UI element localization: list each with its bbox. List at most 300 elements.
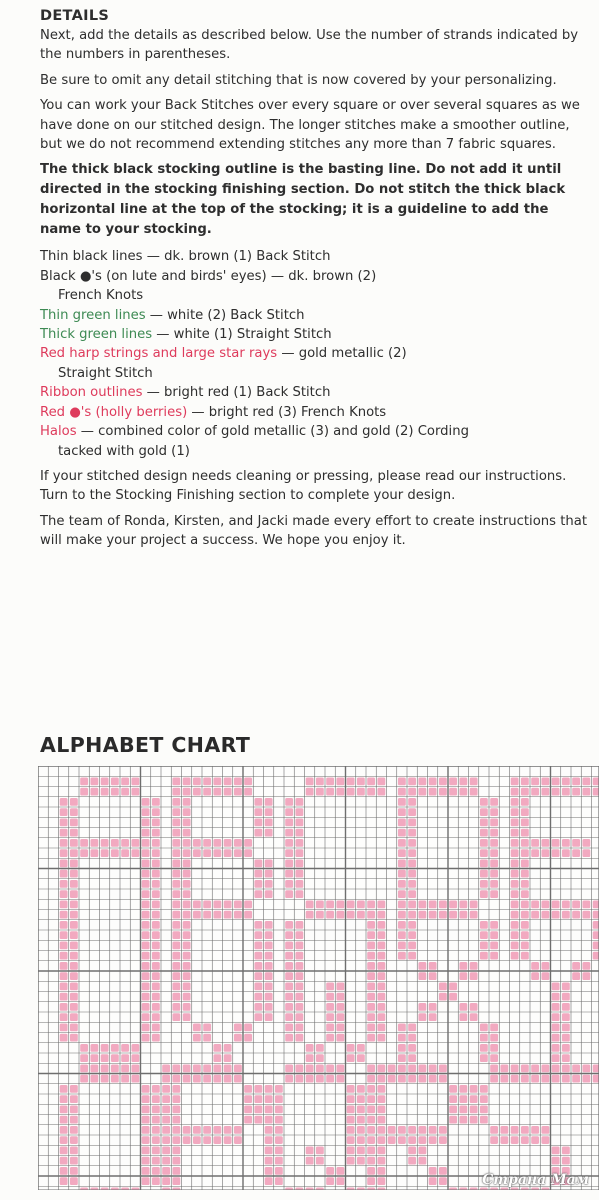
stitch-cell [285,952,293,960]
stitch-cell [316,777,324,785]
stitch-cell [60,962,68,970]
stitch-cell [377,1116,385,1124]
stitch-cell [336,1075,344,1083]
stitch-cell [131,839,139,847]
stitch-cell [152,921,160,929]
stitch-cell [398,1044,406,1052]
stitch-cell [213,839,221,847]
stitch-cell [244,1095,252,1103]
stitch-cell [459,1116,467,1124]
stitch-cell [60,859,68,867]
stitch-cell [244,788,252,796]
stitch-cell [408,1136,416,1144]
stitch-cell [377,1013,385,1021]
stitch-cell [531,900,539,908]
stitch-cell [60,900,68,908]
stitch-cell [285,1034,293,1042]
stitch-cell [480,1034,488,1042]
stitch-cell [70,921,78,929]
stitch-cell [70,941,78,949]
stitch-cell [367,1034,375,1042]
stitch-cell [357,1054,365,1062]
stitch-cell [172,788,180,796]
stitch-cell [511,941,519,949]
stitch-cell [377,788,385,796]
stitch-cell [572,777,580,785]
stitch-cell [377,1126,385,1134]
stitch-cell [60,870,68,878]
details-paragraph-5: If your stitched design needs cleaning or pressing, please read our instructions. Turn to the Stocking Finishing section to complete your design. [40,468,567,504]
stitch-cell [562,900,570,908]
stitch-cell [101,1064,109,1072]
stitch-cell [295,859,303,867]
stitch-cell [142,972,150,980]
stitch-cell [80,1054,88,1062]
stitch-cell [101,1044,109,1052]
stitch-cell [265,859,273,867]
stitch-cell [152,972,160,980]
stitch-cell [449,1116,457,1124]
stitch-cell [398,900,406,908]
stitch-cell [101,788,109,796]
stitch-cell [265,829,273,837]
stitch-cell [265,921,273,929]
stitch-cell [347,1085,355,1093]
stitch-cell [377,1085,385,1093]
stitch-cell [142,982,150,990]
stitch-cell [521,1136,529,1144]
stitch-cell [285,921,293,929]
stitch-cell [562,993,570,1001]
stitch-cell [265,880,273,888]
stitch-cell [60,993,68,1001]
stitch-cell [552,1157,560,1165]
stitch-cell [521,1064,529,1072]
stitch-cell [60,941,68,949]
stitch-cell [203,1064,211,1072]
stitch-cell [377,982,385,990]
stitch-cell [439,788,447,796]
stitch-cell [70,1126,78,1134]
stitch-cell [193,1034,201,1042]
stitch-cell [244,1116,252,1124]
stitch-cell [531,962,539,970]
stitch-cell [582,849,590,857]
details-section [40,6,588,557]
stitch-cell [377,911,385,919]
stitch-cell [60,1085,68,1093]
stitch-cell [111,1044,119,1052]
stitch-cell [90,1044,98,1052]
stitch-cell [224,1075,232,1083]
stitch-cell [254,1095,262,1103]
stitch-cell [213,900,221,908]
stitch-cell [552,849,560,857]
stitch-cell [541,900,549,908]
stitch-cell [439,1126,447,1134]
stitch-cell [347,1044,355,1052]
stitch-cell [111,1075,119,1083]
stitch-cell [562,849,570,857]
stitch-cell [480,921,488,929]
stitch-cell [70,952,78,960]
stitch-cell [398,870,406,878]
stitch-cell [152,1013,160,1021]
stitch-cell [377,1003,385,1011]
stitch-cell [336,1167,344,1175]
stitch-cell [336,982,344,990]
stitch-cell [60,921,68,929]
stitch-cell [377,1034,385,1042]
stitch-cell [582,900,590,908]
stitch-cell [593,921,599,929]
stitch-cell [470,1003,478,1011]
stitch-cell [224,1064,232,1072]
stitch-cell [80,1064,88,1072]
stitch-cell [398,788,406,796]
stitch-cell [336,1064,344,1072]
stitch-cell [295,982,303,990]
stitch-cell [213,1126,221,1134]
stitch-cell [388,1075,396,1083]
stitch-cell [265,972,273,980]
stitch-cell [552,777,560,785]
stitch-cell [295,808,303,816]
stitch-item-continued: French Knots [58,288,144,304]
stitch-cell [285,839,293,847]
stitch-cell [295,880,303,888]
stitch-cell [418,788,426,796]
stitch-cell [408,788,416,796]
stitch-cell [152,1177,160,1185]
stitch-cell [254,808,262,816]
stitch-cell [316,1054,324,1062]
stitch-cell [408,1064,416,1072]
stitch-cell [367,982,375,990]
stitch-cell [90,1054,98,1062]
stitch-cell [295,1003,303,1011]
stitch-cell [377,1146,385,1154]
stitch-cell [70,982,78,990]
stitch-cell [531,849,539,857]
stitch-cell [367,1177,375,1185]
stitch-cell [142,1034,150,1042]
stitch-cell [111,839,119,847]
stitch-cell [121,777,129,785]
stitch-cell [552,1044,560,1052]
stitch-cell [254,829,262,837]
stitch-cell [275,1136,283,1144]
stitch-cell [306,1075,314,1083]
stitch-cell [90,1064,98,1072]
stitch-cell [541,777,549,785]
stitch-cell [162,1105,170,1113]
stitch-cell [377,931,385,939]
stitch-cell [142,1003,150,1011]
stitch-cell [408,900,416,908]
stitch-cell [193,849,201,857]
stitch-cell [60,808,68,816]
stitch-cell [142,859,150,867]
stitch-cell [183,993,191,1001]
stitch-cell [152,818,160,826]
stitch-cell [398,1064,406,1072]
stitch-cell [224,900,232,908]
stitch-cell [60,1157,68,1165]
stitch-cell [398,1126,406,1134]
stitch-cell [418,1126,426,1134]
stitch-cell [521,839,529,847]
stitch-cell [449,1095,457,1103]
stitch-cell [336,1003,344,1011]
stitch-cell [326,788,334,796]
stitch-cell [429,1136,437,1144]
stitch-cell [111,1054,119,1062]
stitch-cell [562,1146,570,1154]
stitch-cell [367,941,375,949]
stitch-cell [265,993,273,1001]
stitch-cell [306,1157,314,1165]
stitch-cell [367,1075,375,1083]
stitch-cell [172,1126,180,1134]
stitch-cell [295,1075,303,1083]
stitch-cell [541,839,549,847]
stitch-cell [347,1126,355,1134]
stitch-cell [418,1003,426,1011]
stitch-cell [244,1023,252,1031]
stitch-cell [152,1157,160,1165]
stitch-cell [285,798,293,806]
stitch-cell [367,911,375,919]
stitch-cell [275,1167,283,1175]
stitch-cell [408,1034,416,1042]
stitch-cell [172,993,180,1001]
stitch-cell [459,972,467,980]
stitch-cell [326,982,334,990]
stitch-list [40,247,588,460]
stitch-cell [152,1003,160,1011]
stitch-cell [121,1054,129,1062]
stitch-cell [408,1075,416,1083]
stitch-cell [500,1126,508,1134]
stitch-cell [377,941,385,949]
stitch-cell [541,1064,549,1072]
stitch-cell [418,777,426,785]
stitch-cell [429,788,437,796]
stitch-cell [183,952,191,960]
stitch-cell [500,1064,508,1072]
stitch-cell [531,839,539,847]
stitch-cell [254,962,262,970]
stitch-cell [429,900,437,908]
stitch-cell [254,972,262,980]
stitch-item-label: Thin black lines [40,249,143,265]
stitch-cell [254,952,262,960]
stitch-cell [60,1146,68,1154]
stitch-cell [541,911,549,919]
stitch-cell [367,972,375,980]
stitch-cell [224,839,232,847]
stitch-cell [60,1034,68,1042]
stitch-cell [367,1116,375,1124]
stitch-cell [480,952,488,960]
stitch-cell [162,1136,170,1144]
stitch-cell [316,1044,324,1052]
stitch-cell [367,1085,375,1093]
stitch-cell [470,911,478,919]
stitch-cell [142,1085,150,1093]
stitch-cell [326,777,334,785]
stitch-cell [572,911,580,919]
stitch-cell [254,1013,262,1021]
stitch-cell [490,829,498,837]
stitch-cell [449,982,457,990]
stitch-cell [121,788,129,796]
alphabet-chart [38,766,599,1190]
stitch-cell [490,1075,498,1083]
stitch-cell [326,1013,334,1021]
stitch-cell [183,982,191,990]
stitch-item [40,247,588,266]
stitch-cell [316,1075,324,1083]
stitch-cell [234,849,242,857]
stitch-cell [70,849,78,857]
stitch-cell [377,1064,385,1072]
stitch-cell [234,1075,242,1083]
stitch-cell [347,1054,355,1062]
stitch-cell [142,921,150,929]
stitch-cell [285,993,293,1001]
stitch-cell [183,839,191,847]
details-paragraph-1: Next, add the details as described below. Use the number of strands indicated by the numbers in parentheses. [40,28,579,63]
stitch-cell [552,993,560,1001]
stitch-cell [244,839,252,847]
stitch-cell [213,849,221,857]
stitch-cell [213,1054,221,1062]
stitch-cell [152,911,160,919]
stitch-cell [193,1075,201,1083]
stitch-cell [172,1095,180,1103]
stitch-cell [316,911,324,919]
stitch-cell [152,849,160,857]
stitch-cell [152,931,160,939]
stitch-cell [367,1126,375,1134]
stitch-cell [203,1075,211,1083]
stitch-cell [490,931,498,939]
stitch-cell [593,1075,599,1083]
stitch-cell [90,777,98,785]
stitch-cell [60,1136,68,1144]
stitch-cell [521,808,529,816]
stitch-cell [213,788,221,796]
stitch-cell [562,1054,570,1062]
stitch-cell [295,1023,303,1031]
stitch-cell [377,1095,385,1103]
stitch-cell [480,839,488,847]
stitch-cell [347,1095,355,1103]
stitch-cell [439,1136,447,1144]
stitch-cell [398,931,406,939]
stitch-cell [265,1167,273,1175]
stitch-cell [439,993,447,1001]
stitch-cell [593,931,599,939]
stitch-cell [418,1146,426,1154]
stitch-cell [336,911,344,919]
stitch-cell [265,808,273,816]
stitch-cell [203,900,211,908]
stitch-cell [254,870,262,878]
stitch-cell [480,890,488,898]
stitch-cell [265,962,273,970]
stitch-cell [521,788,529,796]
stitch-cell [101,839,109,847]
stitch-cell [70,1095,78,1103]
stitch-cell [562,911,570,919]
stitch-cell [316,788,324,796]
stitch-cell [60,818,68,826]
stitch-cell [562,777,570,785]
stitch-cell [295,890,303,898]
stitch-cell [265,798,273,806]
stitch-cell [367,1023,375,1031]
stitch-cell [142,952,150,960]
stitch-cell [593,952,599,960]
stitch-cell [572,962,580,970]
stitch-cell [60,1095,68,1103]
stitch-cell [347,1116,355,1124]
stitch-cell [552,982,560,990]
stitch-cell [490,952,498,960]
stitch-cell [162,1167,170,1175]
stitch-cell [60,1023,68,1031]
stitch-cell [131,1064,139,1072]
stitch-cell [562,1064,570,1072]
stitch-cell [265,1136,273,1144]
stitch-cell [377,1157,385,1165]
stitch-cell [347,777,355,785]
stitch-cell [357,1146,365,1154]
stitch-cell [439,1075,447,1083]
stitch-cell [336,993,344,1001]
details-heading: DETAILS [40,8,110,24]
stitch-cell [295,1013,303,1021]
stitch-cell [582,788,590,796]
stitch-item [40,344,588,363]
stitch-cell [60,1003,68,1011]
stitch-cell [80,849,88,857]
stitch-cell [511,798,519,806]
stitch-cell [367,1105,375,1113]
stitch-cell [552,839,560,847]
stitch-cell [429,777,437,785]
stitch-cell [418,1136,426,1144]
stitch-cell [285,818,293,826]
stitch-cell [162,1116,170,1124]
stitch-cell [152,829,160,837]
stitch-cell [480,931,488,939]
stitch-cell [70,931,78,939]
stitch-cell [521,829,529,837]
stitch-cell [408,1126,416,1134]
stitch-cell [90,788,98,796]
stitch-cell [172,941,180,949]
stitch-cell [459,900,467,908]
stitch-cell [511,849,519,857]
stitch-cell [552,1064,560,1072]
stitch-cell [142,1116,150,1124]
stitch-cell [511,829,519,837]
stitch-cell [521,931,529,939]
